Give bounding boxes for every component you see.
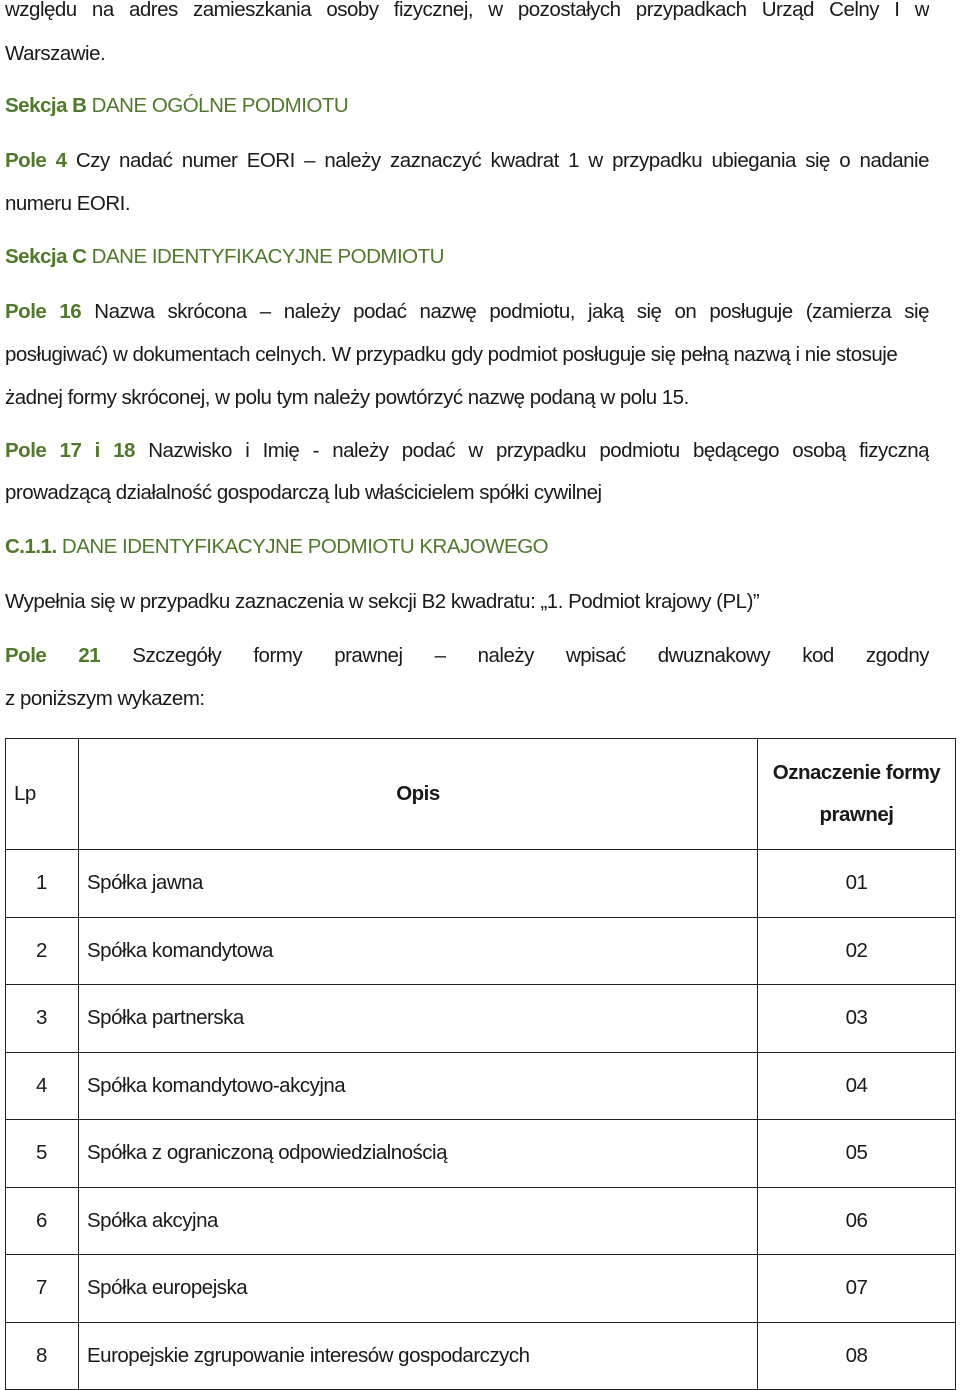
table-row bbox=[6, 985, 956, 1053]
table-row bbox=[6, 1052, 956, 1120]
cell-code: 01 bbox=[758, 850, 956, 918]
cell-opis: Spółka partnerska bbox=[79, 985, 758, 1053]
cell-lp: 4 bbox=[6, 1052, 79, 1120]
section-title: DANE OGÓLNE PODMIOTU bbox=[86, 94, 349, 117]
field-label: Pole 17 i 18 bbox=[5, 439, 135, 462]
cell-lp: 5 bbox=[6, 1120, 79, 1188]
cell-opis: Spółka akcyjna bbox=[79, 1187, 758, 1255]
table-row bbox=[6, 1255, 956, 1323]
text: numeru EORI. bbox=[5, 192, 131, 215]
table-header-row bbox=[6, 739, 956, 850]
text: prowadzącą działalność gospodarczą lub właścicielem spółki cywilnej bbox=[5, 481, 602, 504]
field-label: Pole 16 bbox=[5, 300, 82, 323]
paragraph-line bbox=[5, 588, 759, 616]
cell-code: 05 bbox=[758, 1120, 956, 1188]
paragraph-line bbox=[5, 40, 105, 68]
paragraph-line bbox=[5, 685, 205, 713]
cell-code: 04 bbox=[758, 1052, 956, 1120]
legal-form-table bbox=[5, 738, 956, 1390]
cell-opis: Spółka europejska bbox=[79, 1255, 758, 1323]
cell-opis: Spółka komandytowo-akcyjna bbox=[79, 1052, 758, 1120]
text: Nazwa skrócona – należy podać nazwę podmiotu, jaką się on posługuje (zamierza się bbox=[81, 300, 929, 323]
paragraph-line bbox=[5, 0, 929, 24]
cell-lp: 1 bbox=[6, 850, 79, 918]
cell-opis: Spółka z ograniczoną odpowiedzialnością bbox=[79, 1120, 758, 1188]
paragraph-line bbox=[5, 298, 929, 326]
cell-lp: 6 bbox=[6, 1187, 79, 1255]
paragraph-line bbox=[5, 384, 689, 412]
section-heading-c bbox=[5, 243, 444, 271]
cell-lp: 8 bbox=[6, 1322, 79, 1390]
header-opis: Opis bbox=[79, 739, 758, 850]
header-oznaczenie: Oznaczenie formy prawnej bbox=[758, 739, 956, 850]
text: Czy nadać numer EORI – należy zaznaczyć kwadrat 1 w przypadku ubiegania się o nadanie bbox=[66, 149, 929, 172]
table-row bbox=[6, 917, 956, 985]
cell-code: 07 bbox=[758, 1255, 956, 1323]
table-row bbox=[6, 850, 956, 918]
section-heading-b bbox=[5, 92, 348, 120]
text: żadnej formy skróconej, w polu tym należy powtórzyć nazwę podaną w polu 15. bbox=[5, 386, 689, 409]
paragraph-line bbox=[5, 190, 130, 218]
text: Szczegóły formy prawnej – należy wpisać dwuznakowy kod zgodny bbox=[100, 644, 929, 667]
paragraph-line bbox=[5, 479, 602, 507]
section-title: DANE IDENTYFIKACYJNE PODMIOTU bbox=[86, 245, 444, 268]
text: posługiwać) w dokumentach celnych. W przypadku gdy podmiot posługuje się pełną nazwą i nie stosuje bbox=[5, 343, 898, 366]
text: Nazwisko i Imię - należy podać w przypadku podmiotu będącego osobą fizyczną bbox=[134, 439, 929, 462]
cell-opis: Europejskie zgrupowanie interesów gospodarczych bbox=[79, 1322, 758, 1390]
paragraph-line bbox=[5, 341, 897, 369]
text: z poniższym wykazem: bbox=[5, 687, 205, 710]
cell-opis: Spółka jawna bbox=[79, 850, 758, 918]
field-label: Pole 21 bbox=[5, 644, 101, 667]
header-lp: Lp bbox=[6, 739, 79, 850]
text: Wypełnia się w przypadku zaznaczenia w sekcji B2 kwadratu: „1. Podmiot krajowy (PL)” bbox=[5, 590, 760, 613]
section-heading-c11 bbox=[5, 533, 548, 561]
table-row bbox=[6, 1322, 956, 1390]
paragraph-line bbox=[5, 437, 929, 465]
cell-code: 02 bbox=[758, 917, 956, 985]
cell-opis: Spółka komandytowa bbox=[79, 917, 758, 985]
section-title: DANE IDENTYFIKACYJNE PODMIOTU KRAJOWEGO bbox=[56, 535, 549, 558]
paragraph-line bbox=[5, 147, 929, 175]
section-label: C.1.1. bbox=[5, 535, 57, 558]
cell-code: 06 bbox=[758, 1187, 956, 1255]
cell-code: 03 bbox=[758, 985, 956, 1053]
cell-code: 08 bbox=[758, 1322, 956, 1390]
table-row bbox=[6, 1187, 956, 1255]
cell-lp: 3 bbox=[6, 985, 79, 1053]
table-row bbox=[6, 1120, 956, 1188]
text: względu na adres zamieszkania osoby fizycznej, w pozostałych przypadkach Urząd Celny I w bbox=[5, 0, 929, 21]
cell-lp: 2 bbox=[6, 917, 79, 985]
section-label: Sekcja B bbox=[5, 94, 87, 117]
text: Warszawie. bbox=[5, 42, 106, 65]
cell-lp: 7 bbox=[6, 1255, 79, 1323]
paragraph-line bbox=[5, 642, 929, 670]
field-label: Pole 4 bbox=[5, 149, 67, 172]
section-label: Sekcja C bbox=[5, 245, 87, 268]
